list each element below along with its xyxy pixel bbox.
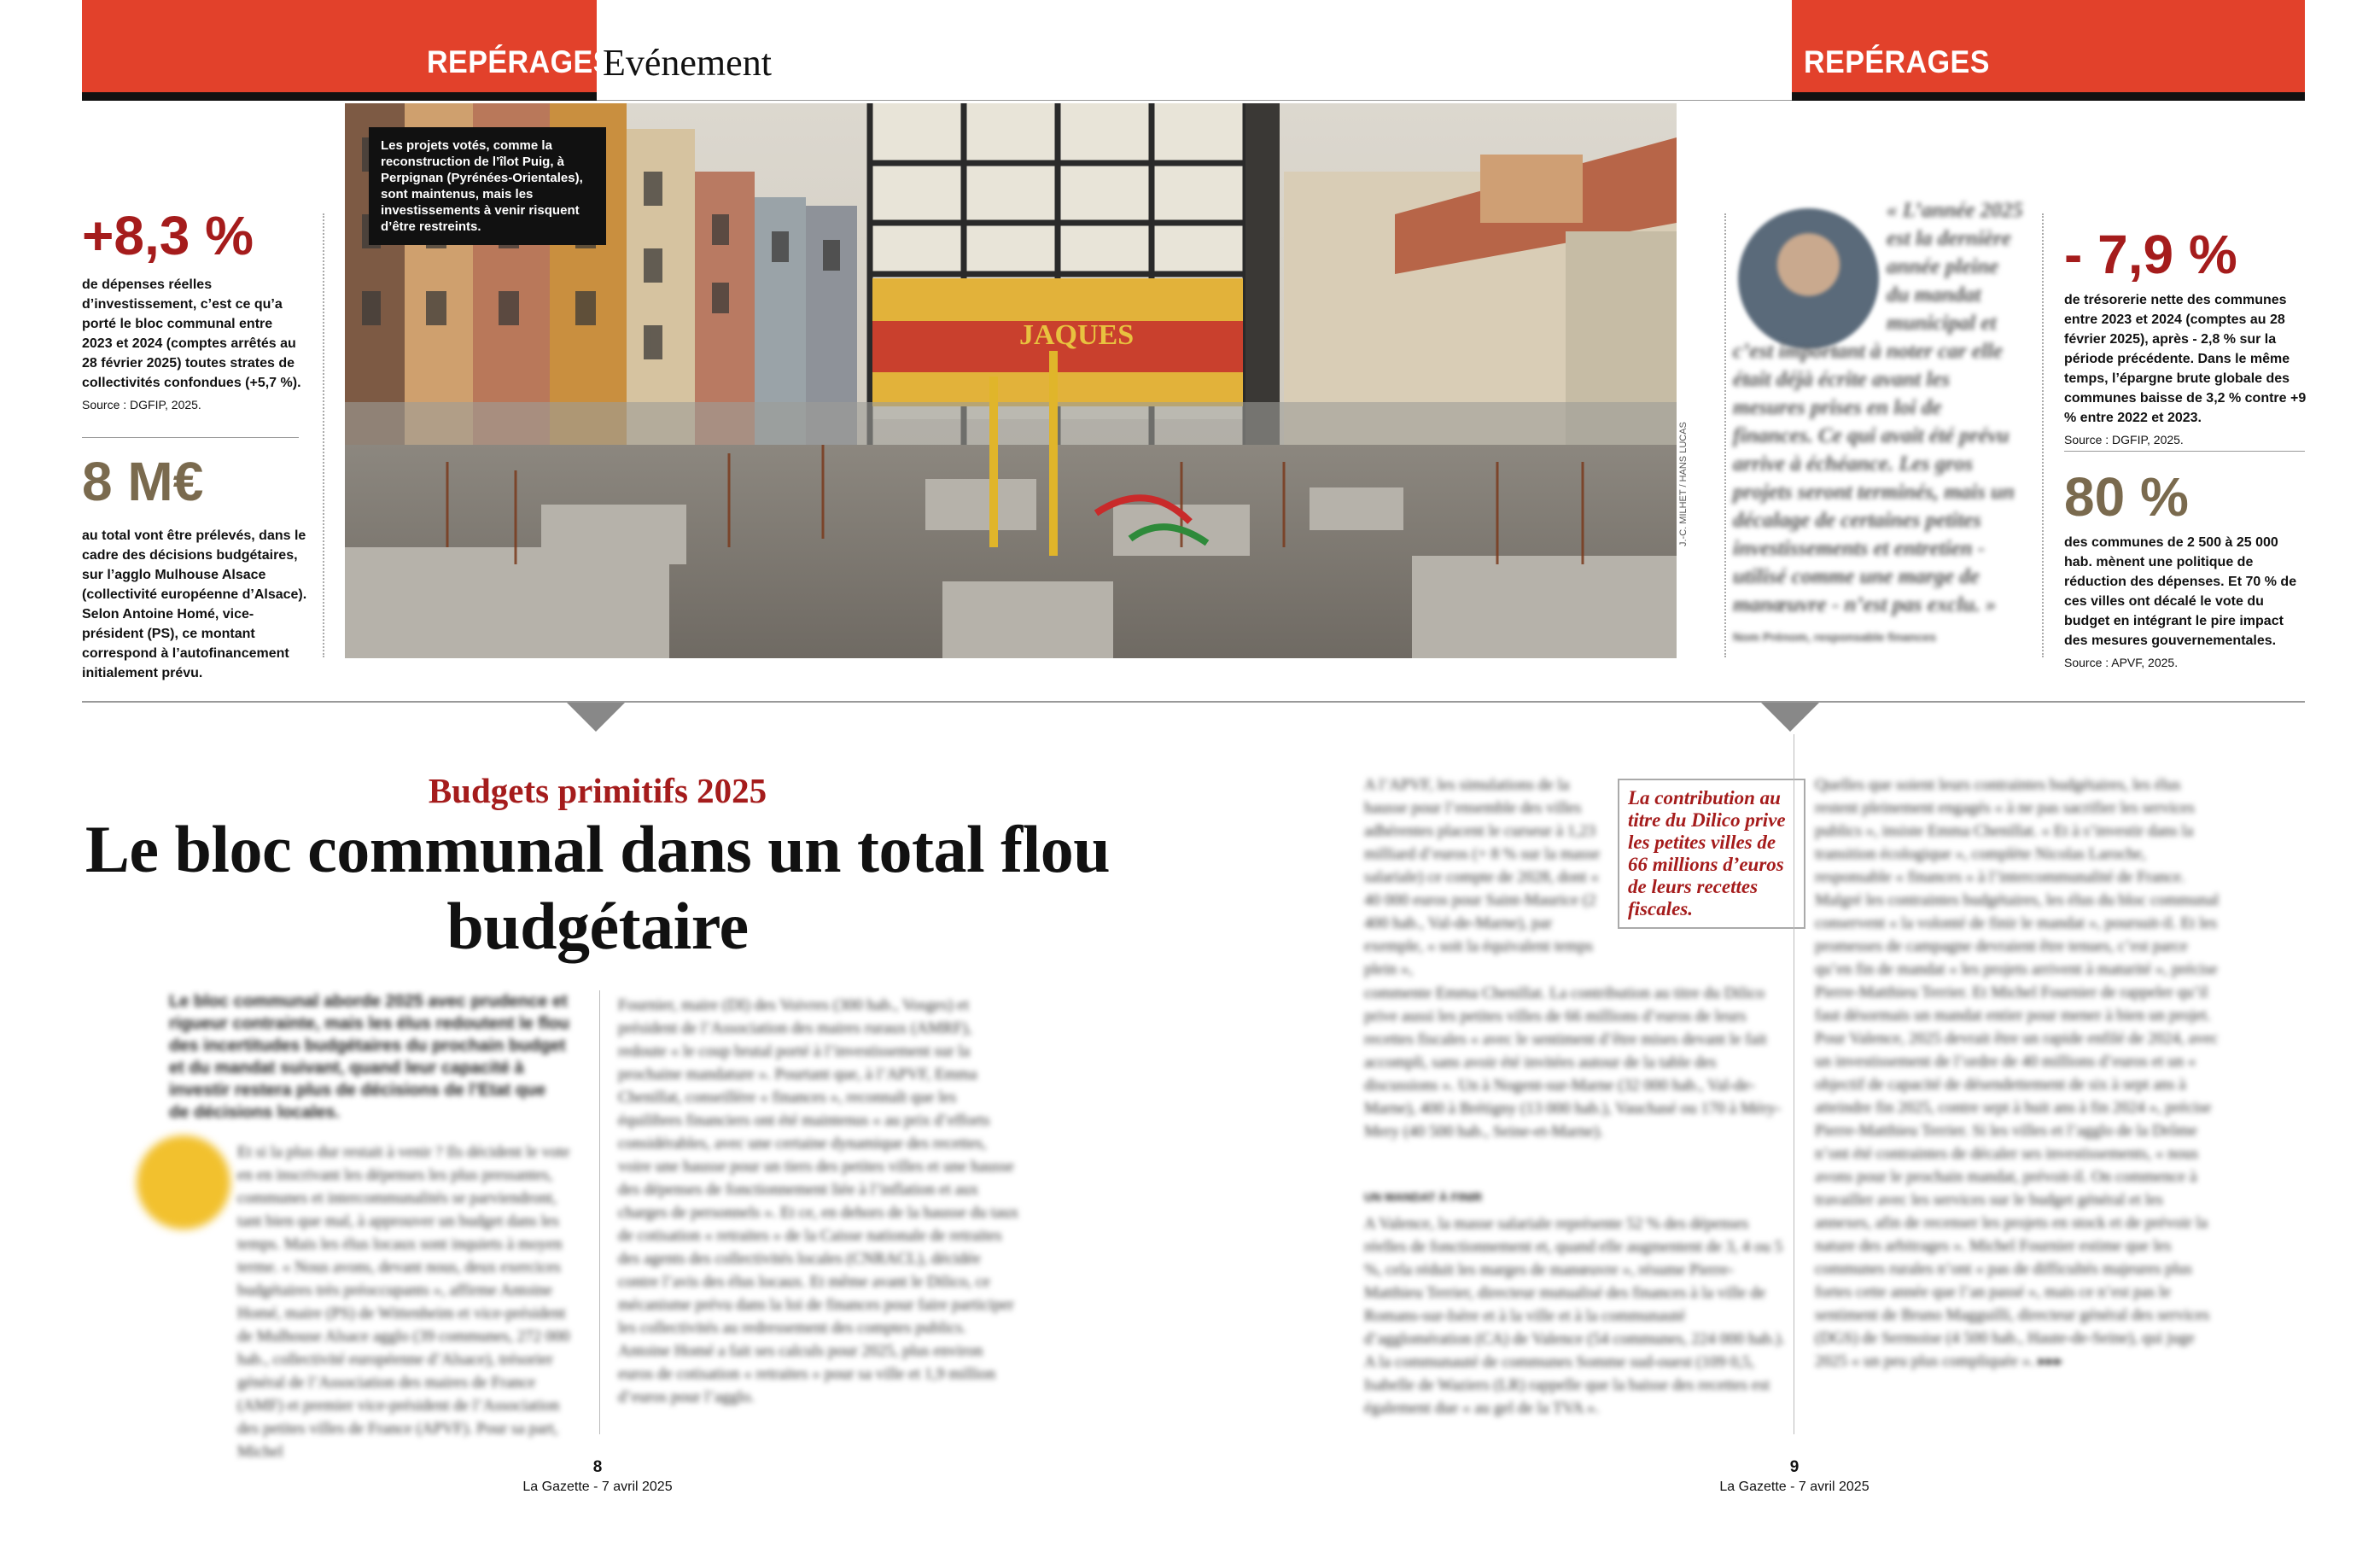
left-folio	[478, 1458, 717, 1497]
left-page-number: 8	[592, 1458, 603, 1476]
stat-value: - 7,9 %	[2064, 224, 2237, 285]
photo-sign-text: JAQUES	[1019, 319, 1135, 351]
blurred-subheading: UN MANDAT À FINIR	[1364, 1190, 1483, 1204]
right-stat-divider	[2064, 451, 2305, 452]
pull-quote: La contribution au titre du Dilico prive les petites villes de 66 millions d’euros de leurs recettes fiscales.	[1618, 779, 1805, 929]
blurred-body-column-3c: A Valence, la masse salariale représente 52 % des dépenses réelles de fonctionnement et, quand elle augmentent de 3, 4 ou 5 %, cela réduit les marges de manœuvre », résume Pierre-Matthieu Terrier, directeur mutualisé des finances à la ville de Romans-sur-Isère et à la ville et à la communauté d’agglomération (CA) de Valence (54 communes, 224 000 hab.). A la communauté de communes Somme sud-ouest (109 0,5, Isabelle de Waziers (LR) rappelle que la baisse des recettes est également due « au gel de la TVA ».	[1364, 1215, 1785, 1417]
right-dotted-divider	[2042, 213, 2044, 657]
column-rule	[599, 990, 600, 1434]
stat-source: Source : APVF, 2025.	[2064, 656, 2179, 669]
right-pointer-triangle	[1761, 703, 1819, 732]
blurred-quote: « L’année 2025 est la dernière année pleine du mandat municipal et c’est important à noter car elle était déjà écrite avant les mesures prises en loi de finances. Ce qui avait été prévu arrive à échéance. Les gros projets seront terminés, mais un décalage de certaines petites investissements et entretien - utilisé comme une marge de manœuvre - n’est pas exclu. » Nom Prénom, responsable finances	[1733, 199, 2023, 644]
blurred-body-column-3b: commente Emma Chenillat. La contribution au titre du Dilico prive aussi les petites villes de 66 millions d’euros de leurs recettes fiscales « avec le sentiment d’être mises devant le fait accompli, sans avoir été invitées autour de la table des discussions ». Un à Nogent-sur-Marne (32 000 hab., Val-de-Marne), 400 à Brétigny (13 000 hab.), Vauchasé ou 170 à Méry-Mery (40 500 hab., Seine-et-Marne).	[1364, 984, 1782, 1141]
right-rubric: REPÉRAGES	[1804, 44, 1990, 79]
left-rubric: REPÉRAGES	[427, 44, 613, 79]
stat-source: Source : DGFIP, 2025.	[2064, 433, 2184, 447]
blurred-body-column-1: Et si la plus dur restait à venir ? Ils décident le vote en en inscrivant les dépenses les plus pressantes, communes et intercommunalités se parviendront, tant bien que mal, à approuver un budget dans les temps. Mais les élus locaux sont inquiets à moyen terme. « Nous avons, devant nous, deux exercices budgétaires très préoccupants », affirme Antoine Homé, maire (PS) de Wittenheim et vice-président de Mulhouse Alsace agglo (39 communes, 272 000 hab., collectivité européenne d’Alsace), trésorier général de l’Association des maires de France (AMF) et premier vice-président de l’Association des petites villes de France (APVF). Pour sa part, Michel	[237, 1143, 570, 1461]
stat-value: 8 M€	[82, 451, 204, 512]
left-pointer-triangle	[567, 703, 625, 732]
right-folio	[1675, 1458, 1914, 1497]
article-kicker: Budgets primitifs 2025	[428, 771, 767, 810]
stat-value: +8,3 %	[82, 205, 254, 266]
right-publication: La Gazette - 7 avril 2025	[1719, 1480, 1870, 1494]
blurred-body-column-3a: A l’APVF, les simulations de la hausse pour l’ensemble des villes adhérentes placent le curseur à 1,23 milliard d’euros (+ 8 % sur la masse salariale) ce compte de 2028, dont « 40 000 euros pour Saint-Maurice (2 400 hab., Val-de-Marne), par exemple, « soit la équivalent temps plein »,	[1364, 776, 1601, 978]
left-publication: La Gazette - 7 avril 2025	[522, 1480, 673, 1494]
left-stat-divider	[82, 437, 299, 438]
section-rule	[82, 701, 2305, 703]
stat-text: de dépenses réelles d’investissement, c’est ce qu’a porté le bloc communal entre 2023 et 2024 (comptes arrêtés au 28 février 2025) toutes strates de collectivités confondues (+5,7 %).	[82, 277, 301, 390]
right-stat-1	[2064, 224, 2307, 448]
left-dotted-divider	[323, 213, 324, 657]
left-header-rule	[82, 92, 597, 101]
blurred-dropcap-badge	[137, 1135, 230, 1229]
right-stat-2	[2064, 466, 2307, 671]
stat-text: de trésorerie nette des communes entre 2023 et 2024 (comptes au 28 février 2025), après - 2,8 % sur la période précédente. Dans le même temps, l’épargne brute globale des communes baisse de 3,2 % contre +9 % entre 2022 et 2023.	[2064, 293, 2307, 425]
left-stat-2	[82, 451, 312, 683]
stat-source: Source : DGFIP, 2025.	[82, 398, 201, 412]
stat-text: des communes de 2 500 à 25 000 hab. mènent une politique de réduction des dépenses. Et 70 % de ces villes ont décalé le vote du budget en intégrant le pire impact des mesures gouvernementales.	[2064, 535, 2297, 648]
article-title: Le bloc communal dans un total flou budgétaire	[85, 812, 1111, 963]
stat-value: 80 %	[2064, 466, 2189, 528]
header-thin-rule	[597, 100, 1792, 101]
photo-credit: J.-C. MILHET / HANS LUCAS	[1678, 422, 1689, 546]
stat-text: au total vont être prélevés, dans le cadre des décisions budgétaires, sur l’agglo Mulhouse Alsace (collectivité européenne d’Alsace). Selon Antoine Homé, vice-président (PS), ce montant correspond à l’autofinancement initialement prévu.	[82, 528, 307, 680]
right-header-rule	[1792, 92, 2305, 101]
photo-caption: Les projets votés, comme la reconstruction de l’îlot Puig, à Perpignan (Pyrénées-Orientales), sont maintenus, mais les investissements à venir risquent d’être restreints.	[369, 127, 606, 245]
blurred-body-column-2: Fournier, maire (DI) des Voivres (300 hab., Vosges) et président de l’Association des maires ruraux (AMRF), redoute « le coup brutal porté à l’investissement sur la prochaine mandature ». Pourtant que, à l’APVF, Emma Chenillat, conseillère « finances », reconnaît que les équilibres financiers ont été maintenus « au prix d’efforts considérables, avec une certaine dynamique des recettes, voire une hausse pour un tiers des petites villes et une hausse des dépenses de fonctionnement liée à l’inflation et aux charges de personnels ». Et ce, en dehors de la hausse du taux de cotisation « retraites » de la Caisse nationale de retraites des agents des collectivités locales (CNRACL), décidée contre l’avis des élus locaux. Et même avant le Dilico, ce mécanisme prévu dans la loi de finances pour faire participer les collectivités au redressement des comptes publics. Antoine Homé a fait ses calculs pour 2025, plus environ euros de cotisation « retraites » pour sa ville et 1,9 million d’euros pour l’agglo.	[618, 996, 1019, 1406]
blurred-body-column-4: Quelles que soient leurs contraintes budgétaires, les élus restent pleinement engagés « à ne pas sacrifier les services publics », insiste Emma Chenillat. « Et à s’investir dans la transition écologique », complète Nicolas Laroche, responsable « finances » à l’intercommunalité de France. Malgré les contraintes budgétaires, les élus du bloc communal conservent « la volonté de finir le mandat », poursuit-il. Et les promesses de campagne devraient être tenues, c’est parce qu’en fin de mandat « les projets arrivent à maturité », précise Pierre-Matthieu Terrier. Et Michel Fournier de rappeler qu’il faut désormais un mandat entier pour mener à bien un projet. Pour Valence, 2025 devrait être un rapide enfilé de 2024, avec un investissement de l’ordre de 40 millions d’euros et un « objectif de capacité de désendettement de six à sept ans à atteindre fin 2025, contre sept à huit ans à fin 2024 », précise Pierre-Matthieu Terrier. Si les villes et l’agglo de la Drôme n’ont été contraintes de décaler ses investissements, « nous avons pour le prochain mandat, prévoit-il. On commence à travailler avec les services sur le budget général et les annexes, afin de recenser les projets en stock et de prévoir la nature des arbitrages ». Michel Fournier estime que les communes rurales n’ont « pas de difficultés majeures plus fortes cette année que l’an passé », mais ce n’est pas le sentiment de Bruno Magguilli, directeur général des services (DGS) de Sermoise (4 500 hab., Haute-de-Seine), qui juge 2025 « un peu plus compliquée ». ▸▸▸	[1815, 776, 2220, 1370]
right-page-number: 9	[1789, 1458, 1800, 1476]
section-title: Evénement	[603, 42, 772, 84]
quote-dotted-divider	[1724, 213, 1726, 657]
construction-photo	[345, 103, 1677, 658]
left-stat-1	[82, 205, 304, 413]
blurred-lead-paragraph: Le bloc communal aborde 2025 avec prudence et rigueur contrainte, mais les élus redoutent le flou des incertitudes budgétaires du prochain budget et du mandat suivant, quand leur capacité à investir restera plus de décisions de l’Etat que de décisions locales.	[169, 992, 569, 1122]
